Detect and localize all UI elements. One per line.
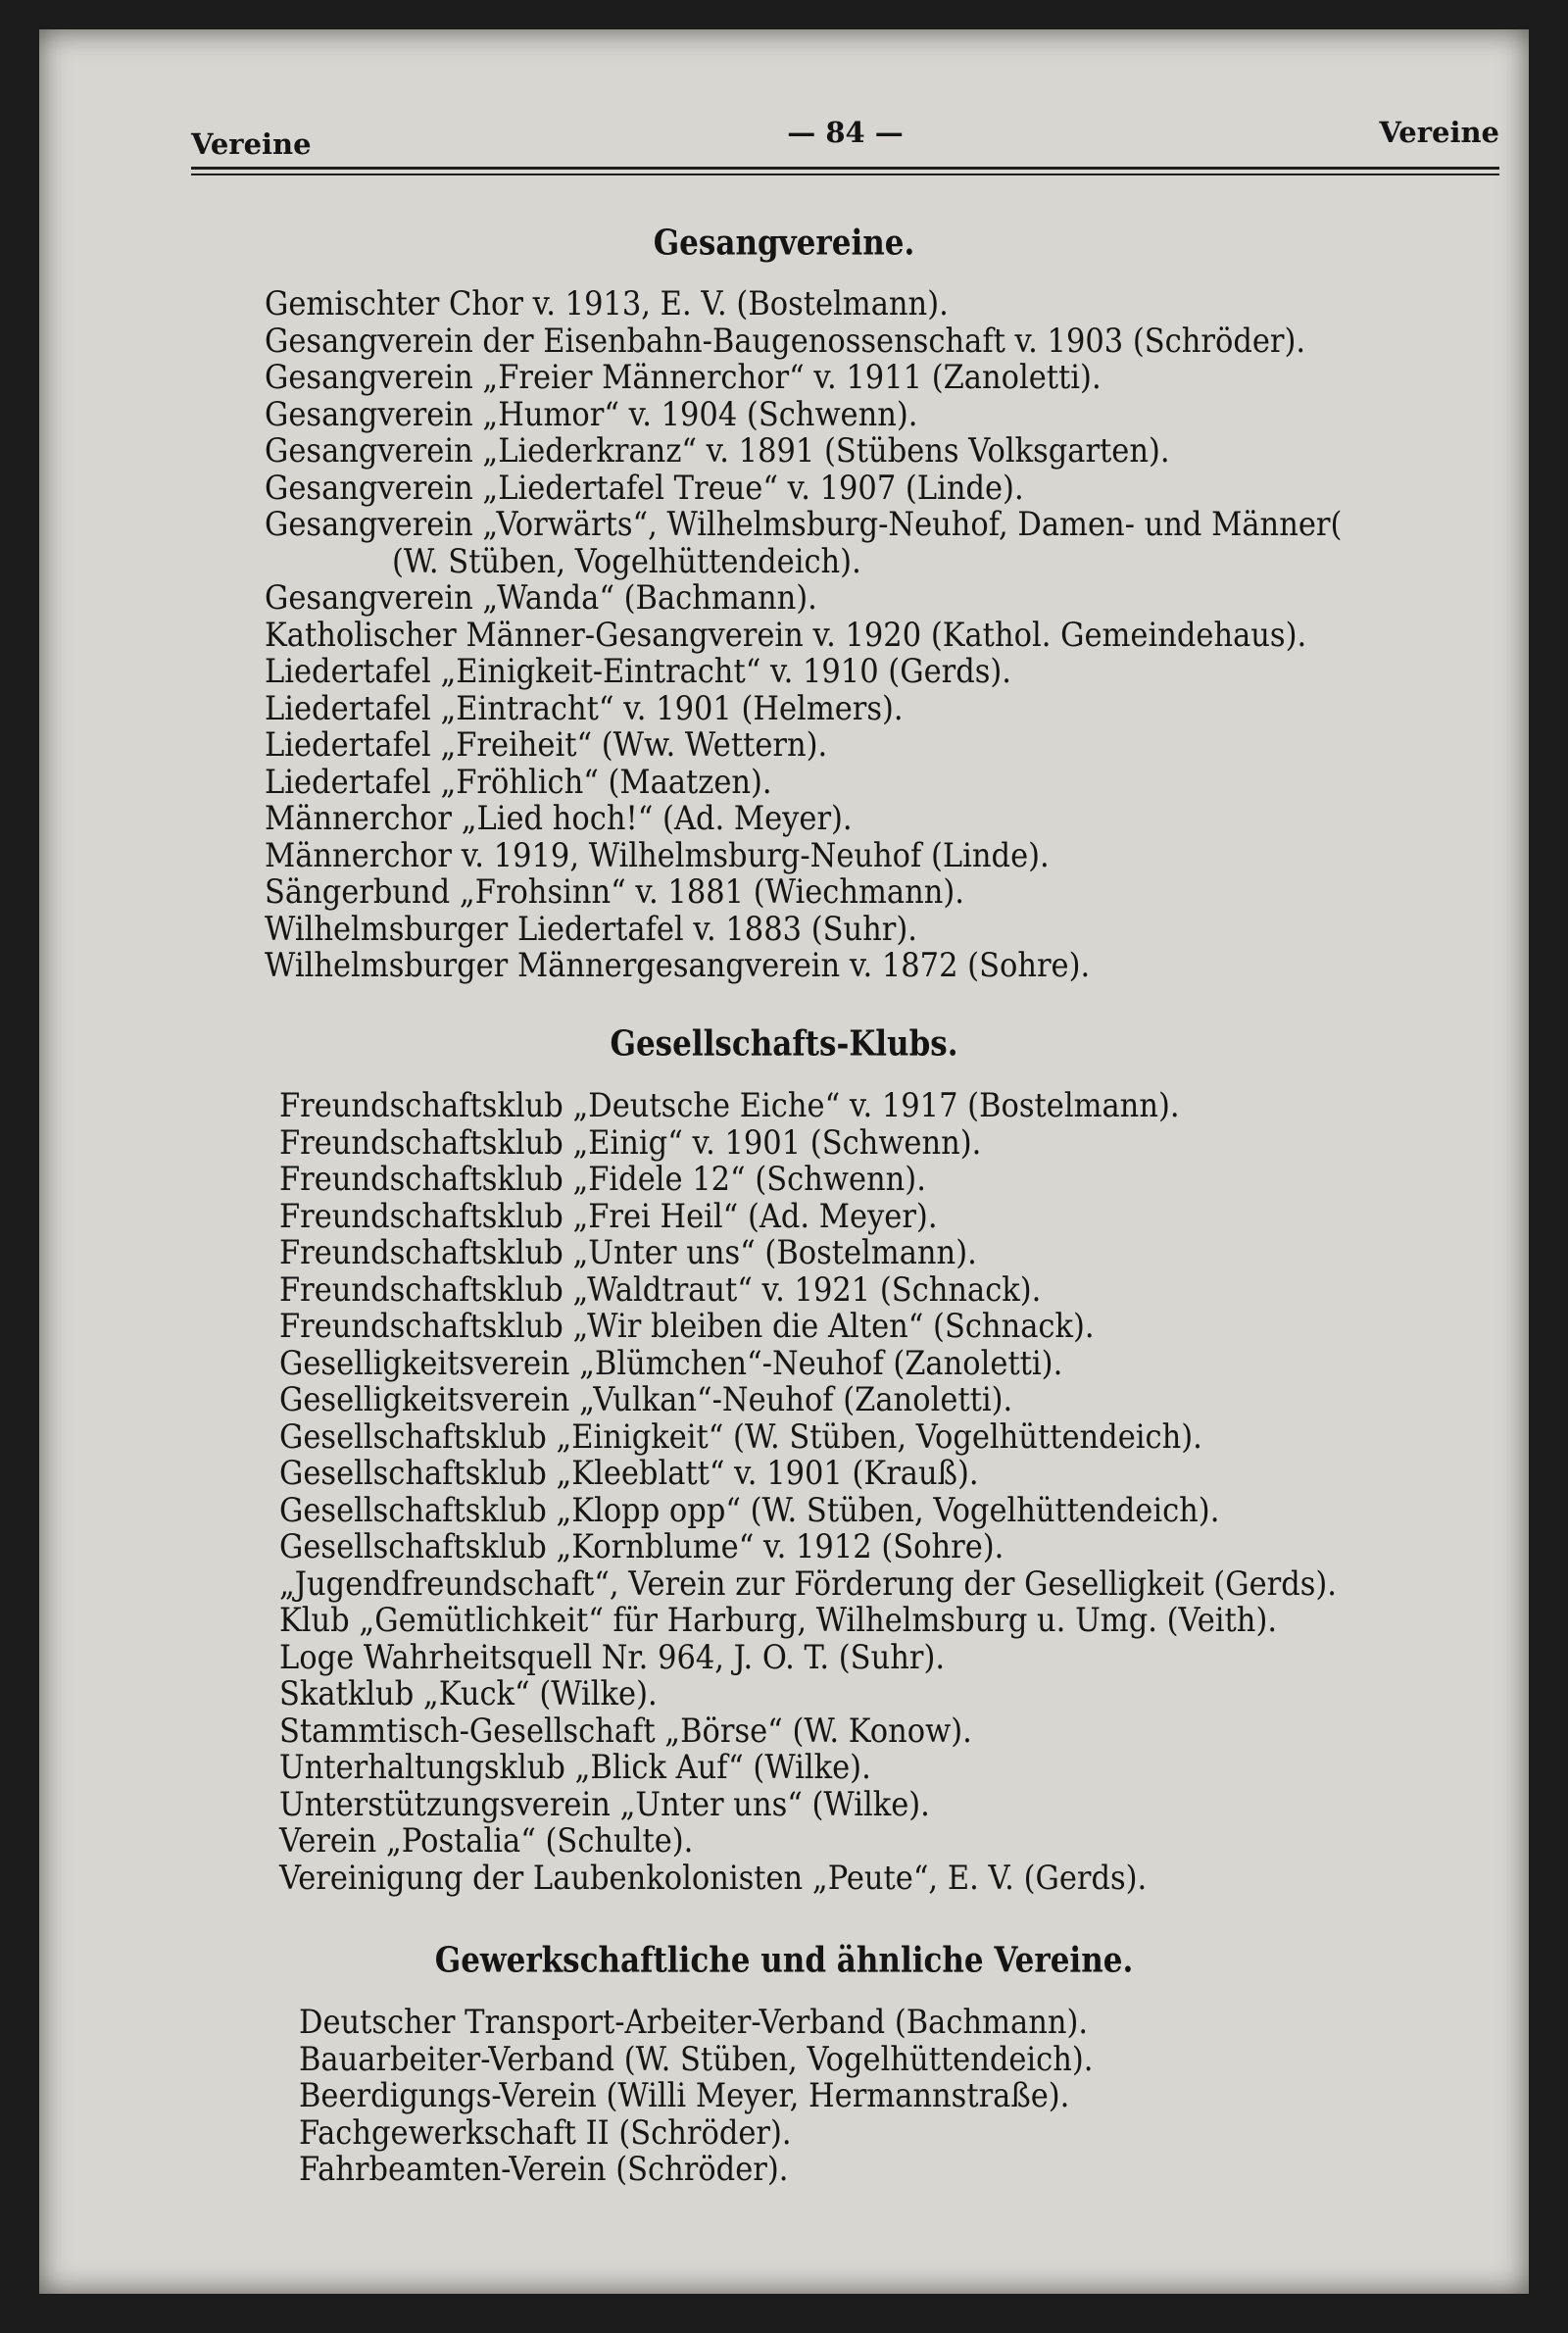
list-item: Vereinigung der Laubenkolonisten „Peute“, E. V. (Gerds). bbox=[279, 1859, 1148, 1898]
list-item: Liedertafel „Einigkeit-Eintracht“ v. 1910 (Gerds). bbox=[265, 653, 1011, 691]
list-item: Gesellschaftsklub „Klopp opp“ (W. Stüben, Vogelhüttendeich). bbox=[279, 1491, 1220, 1530]
section-list-gesangvereine bbox=[265, 286, 1342, 985]
list-item: Gesangverein „Vorwärts“, Wilhelmsburg-Neuhof, Damen- und Männer( bbox=[265, 506, 1343, 544]
section-list-gewerkschaftliche-vereine bbox=[299, 2005, 1094, 2189]
list-item: Gesellschaftsklub „Kornblume“ v. 1912 (Sohre). bbox=[279, 1528, 1004, 1566]
list-item: Liedertafel „Freiheit“ (Ww. Wettern). bbox=[265, 726, 828, 765]
list-item: Sängerbund „Frohsinn“ v. 1881 (Wiechmann). bbox=[265, 873, 964, 912]
list-item: Verein „Postalia“ (Schulte). bbox=[279, 1822, 694, 1861]
list-item: Freundschaftsklub „Frei Heil“ (Ad. Meyer). bbox=[279, 1197, 938, 1236]
list-item: Beerdigungs-Verein (Willi Meyer, Hermannstraße). bbox=[299, 2077, 1070, 2115]
list-item: Stammtisch-Gesellschaft „Börse“ (W. Konow). bbox=[279, 1712, 972, 1751]
list-item: Gesangverein der Eisenbahn-Baugenossenschaft v. 1903 (Schröder). bbox=[265, 322, 1306, 361]
list-item: Gesangverein „Wanda“ (Bachmann). bbox=[265, 579, 817, 618]
list-item: Gesangverein „Liedertafel Treue“ v. 1907 (Linde). bbox=[265, 469, 1024, 508]
list-item: Unterhaltungsklub „Blick Auf“ (Wilke). bbox=[279, 1749, 871, 1787]
header-right-title: Vereine bbox=[1379, 116, 1499, 149]
list-item: Gesangverein „Humor“ v. 1904 (Schwenn). bbox=[265, 395, 918, 434]
section-title-gesangvereine: Gesangvereine. bbox=[653, 223, 915, 264]
list-item: Freundschaftsklub „Unter uns“ (Bostelmann). bbox=[279, 1234, 977, 1272]
list-item: Liedertafel „Fröhlich“ (Maatzen). bbox=[265, 763, 772, 802]
list-item: Liedertafel „Eintracht“ v. 1901 (Helmers). bbox=[265, 689, 904, 728]
list-item: Freundschaftsklub „Deutsche Eiche“ v. 1917 (Bostelmann). bbox=[279, 1087, 1180, 1125]
list-item: Gemischter Chor v. 1913, E. V. (Bostelmann). bbox=[265, 285, 949, 323]
list-item: Gesangverein „Freier Männerchor“ v. 1911 (Zanoletti). bbox=[265, 359, 1102, 397]
list-item: Männerchor „Lied hoch!“ (Ad. Meyer). bbox=[265, 800, 853, 838]
list-item: Klub „Gemütlichkeit“ für Harburg, Wilhelmsburg u. Umg. (Veith). bbox=[279, 1602, 1278, 1640]
list-item: „Jugendfreundschaft“, Verein zur Förderung der Geselligkeit (Gerds). bbox=[279, 1564, 1337, 1604]
list-item: Loge Wahrheitsquell Nr. 964, J. O. T. (Suhr). bbox=[279, 1638, 946, 1677]
section-list-gesellschafts-klubs bbox=[279, 1088, 1337, 1897]
list-item: Deutscher Transport-Arbeiter-Verband (Bachmann). bbox=[299, 2004, 1089, 2042]
list-item: Wilhelmsburger Männergesangverein v. 1872 (Sohre). bbox=[265, 947, 1091, 985]
list-item: Katholischer Männer-Gesangverein v. 1920 (Kathol. Gemeindehaus). bbox=[265, 616, 1307, 655]
section-title-gewerkschaftliche-vereine: Gewerkschaftliche und ähnliche Vereine. bbox=[434, 1940, 1134, 1981]
header-left-title: Vereine bbox=[191, 127, 312, 161]
list-item-continuation: (W. Stüben, Vogelhüttendeich). bbox=[392, 542, 861, 581]
header-rule-thin bbox=[191, 174, 1499, 175]
list-item: Gesellschaftsklub „Kleeblatt“ v. 1901 (Krauß). bbox=[279, 1455, 979, 1493]
list-item: Freundschaftsklub „Einig“ v. 1901 (Schwenn). bbox=[279, 1123, 982, 1163]
section-title-gesellschafts-klubs: Gesellschafts-Klubs. bbox=[610, 1023, 958, 1065]
list-item: Geselligkeitsverein „Vulkan“-Neuhof (Zanoletti). bbox=[279, 1381, 1013, 1419]
list-item: Gesellschaftsklub „Einigkeit“ (W. Stüben, Vogelhüttendeich). bbox=[279, 1417, 1202, 1457]
list-item: Bauarbeiter-Verband (W. Stüben, Vogelhüttendeich). bbox=[299, 2040, 1094, 2079]
document-page bbox=[39, 29, 1529, 2294]
list-item: Fahrbeamten-Verein (Schröder). bbox=[299, 2151, 789, 2189]
page-number: — 84 — bbox=[787, 116, 904, 149]
list-item: Fachgewerkschaft II (Schröder). bbox=[299, 2113, 792, 2153]
list-item: Unterstützungsverein „Unter uns“ (Wilke). bbox=[279, 1785, 930, 1824]
list-item: Gesangverein „Liederkranz“ v. 1891 (Stübens Volksgarten). bbox=[265, 432, 1170, 471]
list-item: Geselligkeitsverein „Blümchen“-Neuhof (Zanoletti). bbox=[279, 1344, 1063, 1383]
list-item: Wilhelmsburger Liedertafel v. 1883 (Suhr). bbox=[265, 910, 917, 949]
list-item: Männerchor v. 1919, Wilhelmsburg-Neuhof (Linde). bbox=[265, 836, 1050, 875]
list-item: Freundschaftsklub „Wir bleiben die Alten“ (Schnack). bbox=[279, 1308, 1095, 1346]
list-item: Freundschaftsklub „Waldtraut“ v. 1921 (Schnack). bbox=[279, 1270, 1042, 1310]
list-item: Skatklub „Kuck“ (Wilke). bbox=[279, 1675, 658, 1713]
header-rule bbox=[191, 167, 1499, 170]
list-item: Freundschaftsklub „Fidele 12“ (Schwenn). bbox=[279, 1161, 926, 1199]
